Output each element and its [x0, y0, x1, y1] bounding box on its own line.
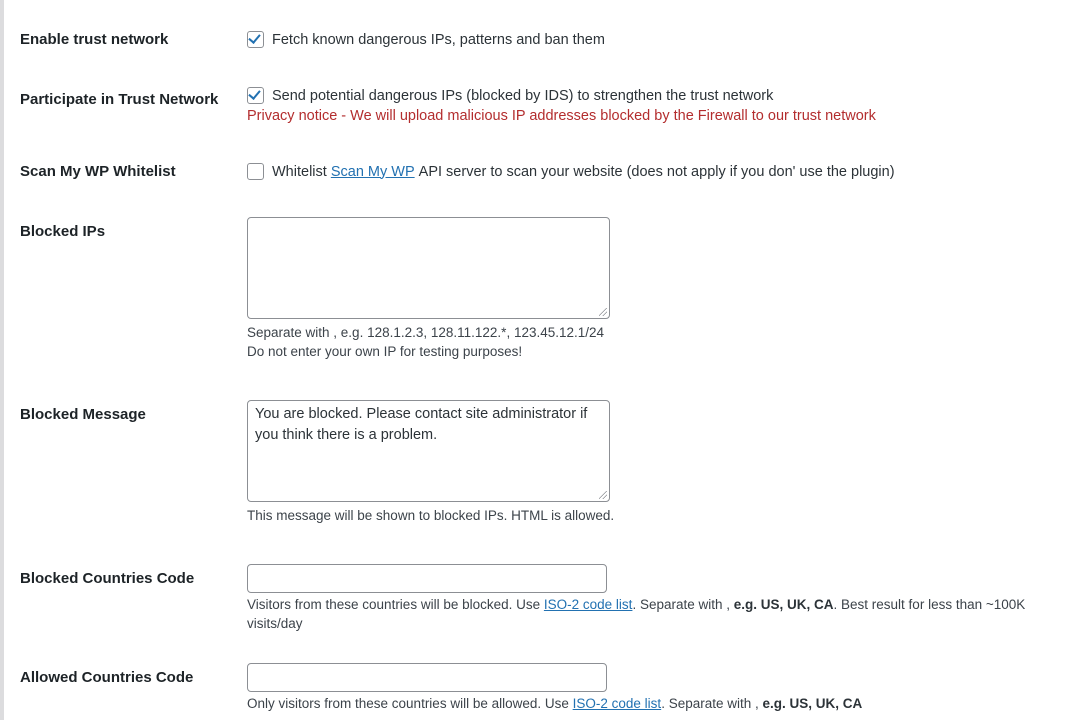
blocked-countries-desc-middle: . Separate with , — [632, 597, 730, 612]
field-blocked-countries-code — [247, 564, 1067, 633]
blocked-message-textarea[interactable] — [247, 400, 610, 502]
resize-grip-icon[interactable] — [599, 491, 607, 499]
checkbox-label-participate-trust-network: Send potential dangerous IPs (blocked by IDS) to strengthen the trust network — [272, 87, 774, 104]
blocked-countries-input[interactable] — [247, 564, 607, 593]
checkmark-icon — [248, 87, 260, 100]
field-enable-trust-network — [247, 31, 605, 48]
blocked-countries-description — [247, 595, 1067, 633]
checkbox-scan-my-wp-whitelist[interactable] — [247, 163, 264, 180]
field-blocked-message — [247, 400, 614, 525]
label-scan-my-wp-whitelist: Scan My WP Whitelist — [20, 163, 176, 180]
allowed-countries-desc-before: Only visitors from these countries will be allowed. Use — [247, 696, 569, 711]
allowed-countries-input[interactable] — [247, 663, 607, 692]
field-blocked-ips — [247, 217, 610, 361]
whitelist-text-before: Whitelist — [272, 163, 327, 180]
field-scan-my-wp-whitelist — [247, 163, 895, 180]
scan-my-wp-link[interactable]: Scan My WP — [330, 163, 415, 180]
blocked-message-value: You are blocked. Please contact site administrator if you think there is a problem. — [255, 406, 588, 443]
checkbox-enable-trust-network[interactable] — [247, 31, 264, 48]
allowed-countries-iso-link[interactable]: ISO-2 code list — [572, 696, 662, 711]
allowed-countries-example: e.g. US, UK, CA — [762, 696, 863, 711]
blocked-countries-example: e.g. US, UK, CA — [733, 597, 834, 612]
blocked-ips-textarea[interactable] — [247, 217, 610, 319]
blocked-countries-iso-link[interactable]: ISO-2 code list — [543, 597, 633, 612]
blocked-countries-desc-before: Visitors from these countries will be blocked. Use — [247, 597, 541, 612]
blocked-ips-description — [247, 323, 610, 361]
left-edge-border — [0, 0, 4, 720]
whitelist-text-after: API server to scan your website (does not apply if you don' use the plugin) — [418, 163, 895, 180]
checkbox-participate-trust-network[interactable] — [247, 87, 264, 104]
label-participate-trust-network: Participate in Trust Network — [20, 91, 219, 108]
label-blocked-countries-code: Blocked Countries Code — [20, 570, 195, 587]
allowed-countries-description — [247, 694, 1067, 713]
label-enable-trust-network: Enable trust network — [20, 31, 169, 48]
blocked-countries-desc-after: . Best result for less than ~100K — [833, 597, 1026, 612]
blocked-message-description: This message will be shown to blocked IPs. HTML is allowed. — [247, 508, 615, 523]
label-allowed-countries-code: Allowed Countries Code — [20, 669, 194, 686]
checkmark-icon — [248, 31, 260, 44]
blocked-ips-desc-line1: Separate with , e.g. 128.1.2.3, 128.11.122.*, 123.45.12.1/24 — [247, 325, 605, 340]
field-participate-trust-network — [247, 87, 876, 124]
blocked-ips-desc-line2: Do not enter your own IP for testing purposes! — [247, 344, 523, 359]
checkbox-label-enable-trust-network: Fetch known dangerous IPs, patterns and ban them — [272, 31, 605, 48]
privacy-notice: Privacy notice - We will upload malicious IP addresses blocked by the Firewall to our trust network — [247, 108, 876, 124]
blocked-countries-desc-line2: visits/day — [247, 616, 303, 631]
label-blocked-ips: Blocked IPs — [20, 223, 106, 240]
allowed-countries-desc-middle: . Separate with , — [661, 696, 759, 711]
field-allowed-countries-code — [247, 663, 1067, 713]
resize-grip-icon[interactable] — [599, 308, 607, 316]
label-blocked-message: Blocked Message — [20, 406, 146, 423]
